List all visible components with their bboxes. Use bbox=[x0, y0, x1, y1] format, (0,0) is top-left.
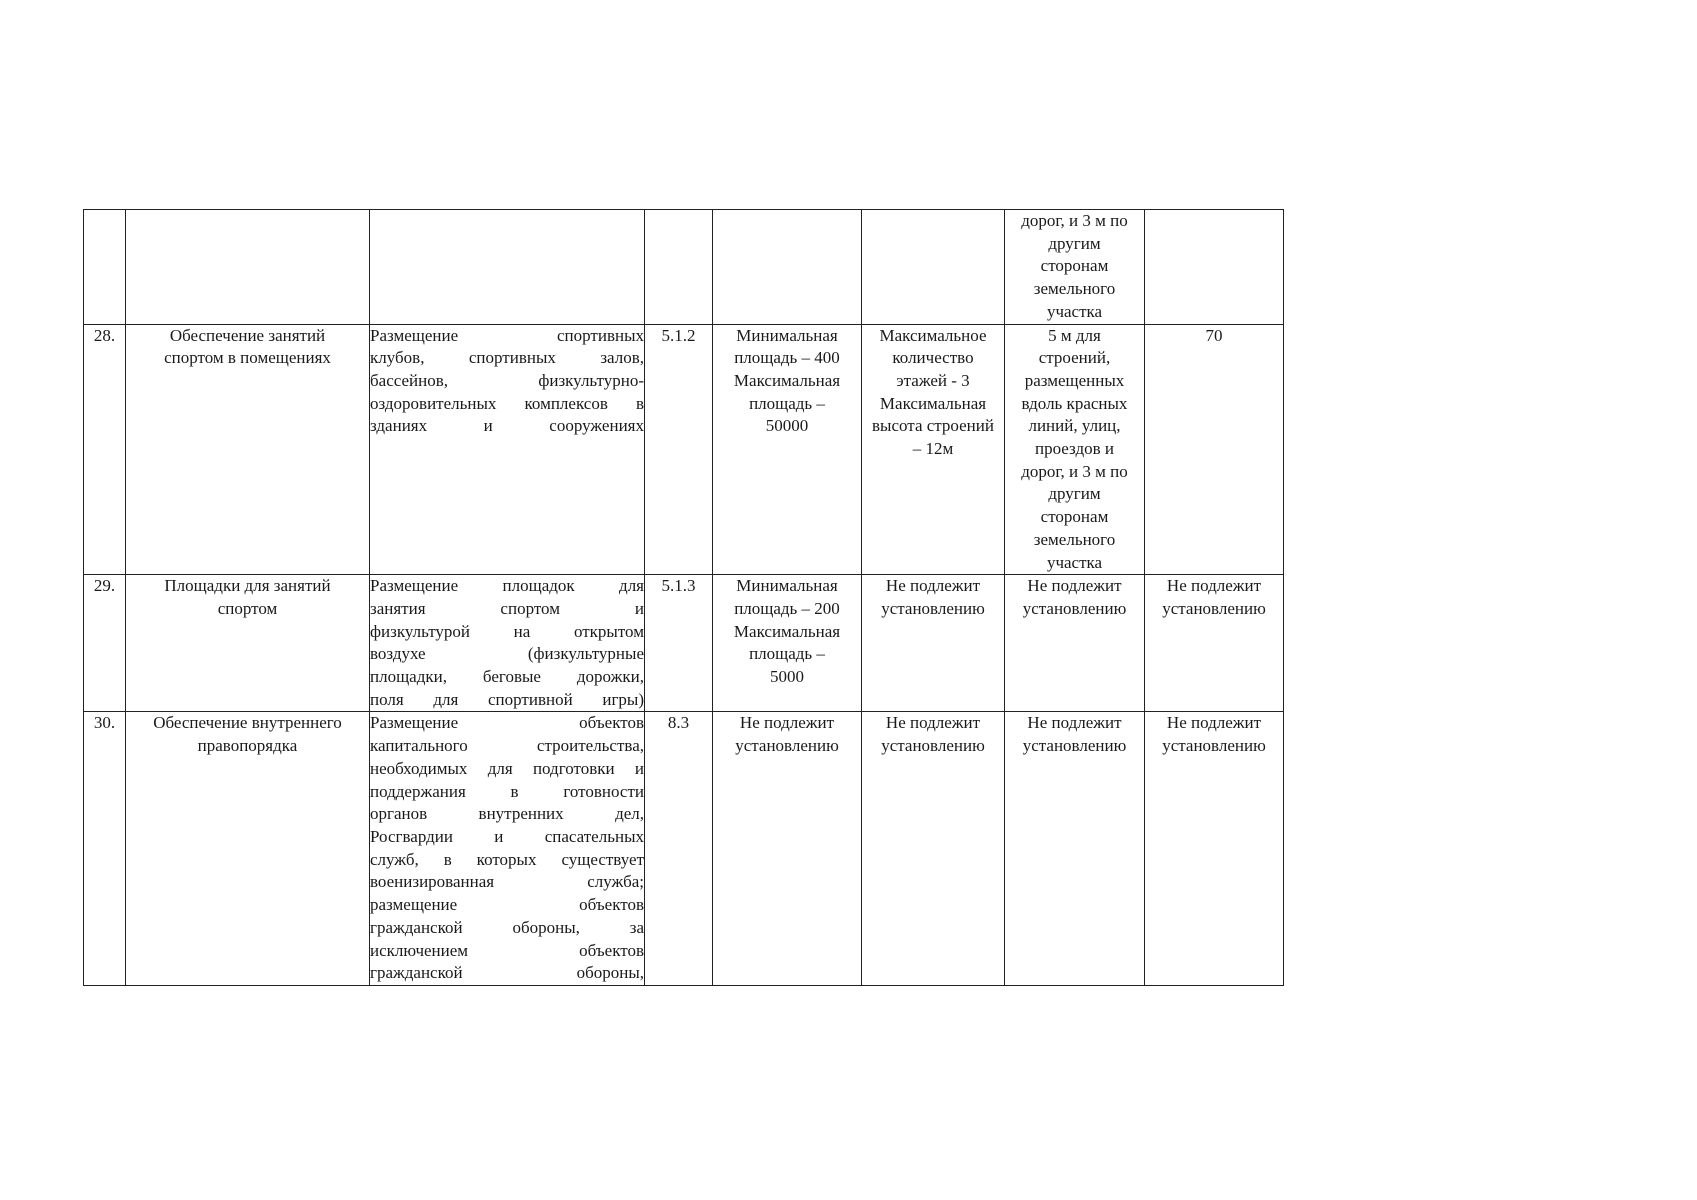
cell-line: Максимальная bbox=[733, 370, 841, 390]
max-coverage-percent bbox=[1145, 324, 1284, 575]
plot-area-limits bbox=[713, 575, 862, 712]
use-type-description bbox=[370, 324, 645, 575]
cell-line: строений, bbox=[1038, 348, 1111, 368]
use-type-description bbox=[370, 712, 645, 985]
cell-line: необходимых для подготовки и bbox=[370, 758, 644, 778]
plot-area-limits bbox=[713, 210, 862, 325]
use-type-name bbox=[126, 575, 370, 712]
table-row bbox=[84, 712, 1284, 985]
cell-line: участка bbox=[1046, 301, 1103, 321]
cell-line: установлению bbox=[881, 736, 985, 756]
classifier-code bbox=[645, 575, 713, 712]
table-row bbox=[84, 575, 1284, 712]
cell-line: установлению bbox=[881, 598, 985, 618]
setback-limits bbox=[1005, 712, 1145, 985]
cell-line: занятия спортом и bbox=[370, 598, 644, 618]
max-coverage-percent bbox=[1145, 575, 1284, 712]
cell-line: дорог, и 3 м по bbox=[1021, 211, 1128, 230]
max-coverage-percent bbox=[1145, 210, 1284, 325]
cell-line: спортом bbox=[217, 598, 278, 618]
cell-line: Обеспечение занятий bbox=[169, 325, 326, 345]
cell-line: площадь – 200 bbox=[734, 598, 840, 618]
cell-line: размещение объектов bbox=[370, 895, 644, 915]
row-number bbox=[84, 712, 126, 985]
cell-line: вдоль красных bbox=[1021, 393, 1128, 413]
classifier-code bbox=[645, 324, 713, 575]
max-coverage-percent bbox=[1145, 712, 1284, 985]
cell-line: Максимальная bbox=[879, 393, 987, 413]
cell-line: Не подлежит bbox=[1027, 576, 1122, 596]
cell-line: Размещение спортивных bbox=[370, 325, 644, 345]
cell-line: физкультурой на открытом bbox=[370, 621, 644, 641]
use-type-name bbox=[126, 324, 370, 575]
setback-limits bbox=[1005, 324, 1145, 575]
use-type-description bbox=[370, 210, 645, 325]
cell-line: Минимальная bbox=[736, 325, 838, 345]
cell-line: органов внутренних дел, bbox=[370, 804, 644, 824]
cell-line: 5 м для bbox=[1048, 325, 1101, 345]
cell-line: служб, в которых существует bbox=[370, 849, 644, 869]
cell-line: Не подлежит bbox=[1027, 713, 1122, 733]
classifier-code-text: 8.3 bbox=[667, 713, 690, 733]
plot-area-limits bbox=[713, 324, 862, 575]
cell-line: Обеспечение внутреннего bbox=[153, 713, 342, 733]
cell-line: Росгвардии и спасательных bbox=[370, 826, 644, 846]
classifier-code-text: 5.1.3 bbox=[661, 576, 696, 596]
row-number-text: 29. bbox=[93, 576, 116, 596]
cell-line: 50000 bbox=[765, 416, 809, 436]
cell-line: оздоровительных комплексов в bbox=[370, 393, 644, 413]
cell-line: этажей - 3 bbox=[896, 370, 970, 390]
cell-line: площадь – bbox=[749, 644, 825, 664]
cell-line: поддержания в готовности bbox=[370, 781, 644, 801]
cell-line: другим bbox=[1048, 233, 1101, 253]
table-row bbox=[84, 324, 1284, 575]
table-row bbox=[84, 210, 1284, 325]
classifier-code bbox=[645, 712, 713, 985]
cell-line: – 12м bbox=[912, 439, 954, 459]
cell-line: спортом в помещениях bbox=[164, 348, 331, 368]
use-type-name bbox=[126, 712, 370, 985]
floors-height-limits bbox=[862, 712, 1005, 985]
cell-line: установлению bbox=[735, 736, 839, 756]
cell-line: линий, улиц, bbox=[1028, 416, 1121, 436]
cell-line: размещенных bbox=[1024, 370, 1125, 390]
floors-height-limits bbox=[862, 210, 1005, 325]
cell-line: площадь – bbox=[749, 393, 825, 413]
cell-line: Площадки для занятий bbox=[164, 576, 331, 596]
cell-line: Не подлежит bbox=[885, 576, 981, 596]
floors-height-limits bbox=[862, 575, 1005, 712]
setback-limits bbox=[1005, 210, 1145, 325]
cell-line: земельного bbox=[1033, 279, 1116, 299]
cell-line: установлению bbox=[1022, 598, 1127, 618]
cell-line: Максимальное bbox=[879, 325, 987, 345]
cell-line: исключением объектов bbox=[370, 940, 644, 960]
cell-line: установлению bbox=[1022, 736, 1127, 756]
cell-line: сторонам bbox=[1040, 507, 1109, 527]
cell-line: Не подлежит bbox=[885, 713, 981, 733]
cell-line: гражданской обороны, за bbox=[370, 917, 644, 937]
cell-line: капитального строительства, bbox=[370, 736, 644, 756]
row-number bbox=[84, 324, 126, 575]
cell-line: Максимальная bbox=[733, 621, 841, 641]
row-number-text: 30. bbox=[93, 713, 116, 733]
use-type-description bbox=[370, 575, 645, 712]
cell-line: бассейнов, физкультурно- bbox=[370, 370, 644, 390]
cell-line: Размещение объектов bbox=[370, 713, 644, 733]
cell-line: Размещение площадок для bbox=[370, 576, 644, 596]
setback-limits bbox=[1005, 575, 1145, 712]
row-number-text: 28. bbox=[93, 325, 116, 345]
cell-line: Минимальная bbox=[736, 576, 838, 596]
cell-line: земельного bbox=[1033, 529, 1116, 549]
cell-line: другим bbox=[1048, 484, 1101, 504]
cell-line: сторонам bbox=[1040, 256, 1109, 276]
cell-line: проездов и bbox=[1035, 439, 1114, 459]
cell-line: площадки, беговые дорожки, bbox=[370, 667, 644, 687]
use-type-name bbox=[126, 210, 370, 325]
cell-line: гражданской обороны, bbox=[370, 963, 644, 983]
cell-line: клубов, спортивных залов, bbox=[370, 348, 644, 368]
coverage-text: Не подлежит установлению bbox=[1162, 713, 1266, 756]
cell-line: участка bbox=[1046, 552, 1103, 572]
cell-line: Не подлежит bbox=[739, 713, 835, 733]
cell-line: высота строений bbox=[872, 416, 994, 436]
cell-line: количество bbox=[892, 348, 974, 368]
cell-line: 5000 bbox=[770, 667, 804, 687]
cell-line: площадь – 400 bbox=[734, 348, 840, 368]
floors-height-limits bbox=[862, 324, 1005, 575]
classifier-code bbox=[645, 210, 713, 325]
cell-line: зданиях и сооружениях bbox=[370, 416, 644, 436]
coverage-text: Не подлежит установлению bbox=[1162, 576, 1266, 618]
classifier-code-text: 5.1.2 bbox=[661, 325, 696, 345]
row-number bbox=[84, 575, 126, 712]
cell-line: воздухе (физкультурные bbox=[370, 644, 644, 664]
cell-line: правопорядка bbox=[197, 736, 298, 756]
cell-line: поля для спортивной игры) bbox=[370, 689, 644, 709]
coverage-text: 70 bbox=[1205, 325, 1223, 345]
cell-line: военизированная служба; bbox=[370, 872, 644, 892]
land-use-table bbox=[83, 209, 1284, 986]
plot-area-limits bbox=[713, 712, 862, 985]
cell-line: дорог, и 3 м по bbox=[1021, 461, 1128, 481]
row-number bbox=[84, 210, 126, 325]
